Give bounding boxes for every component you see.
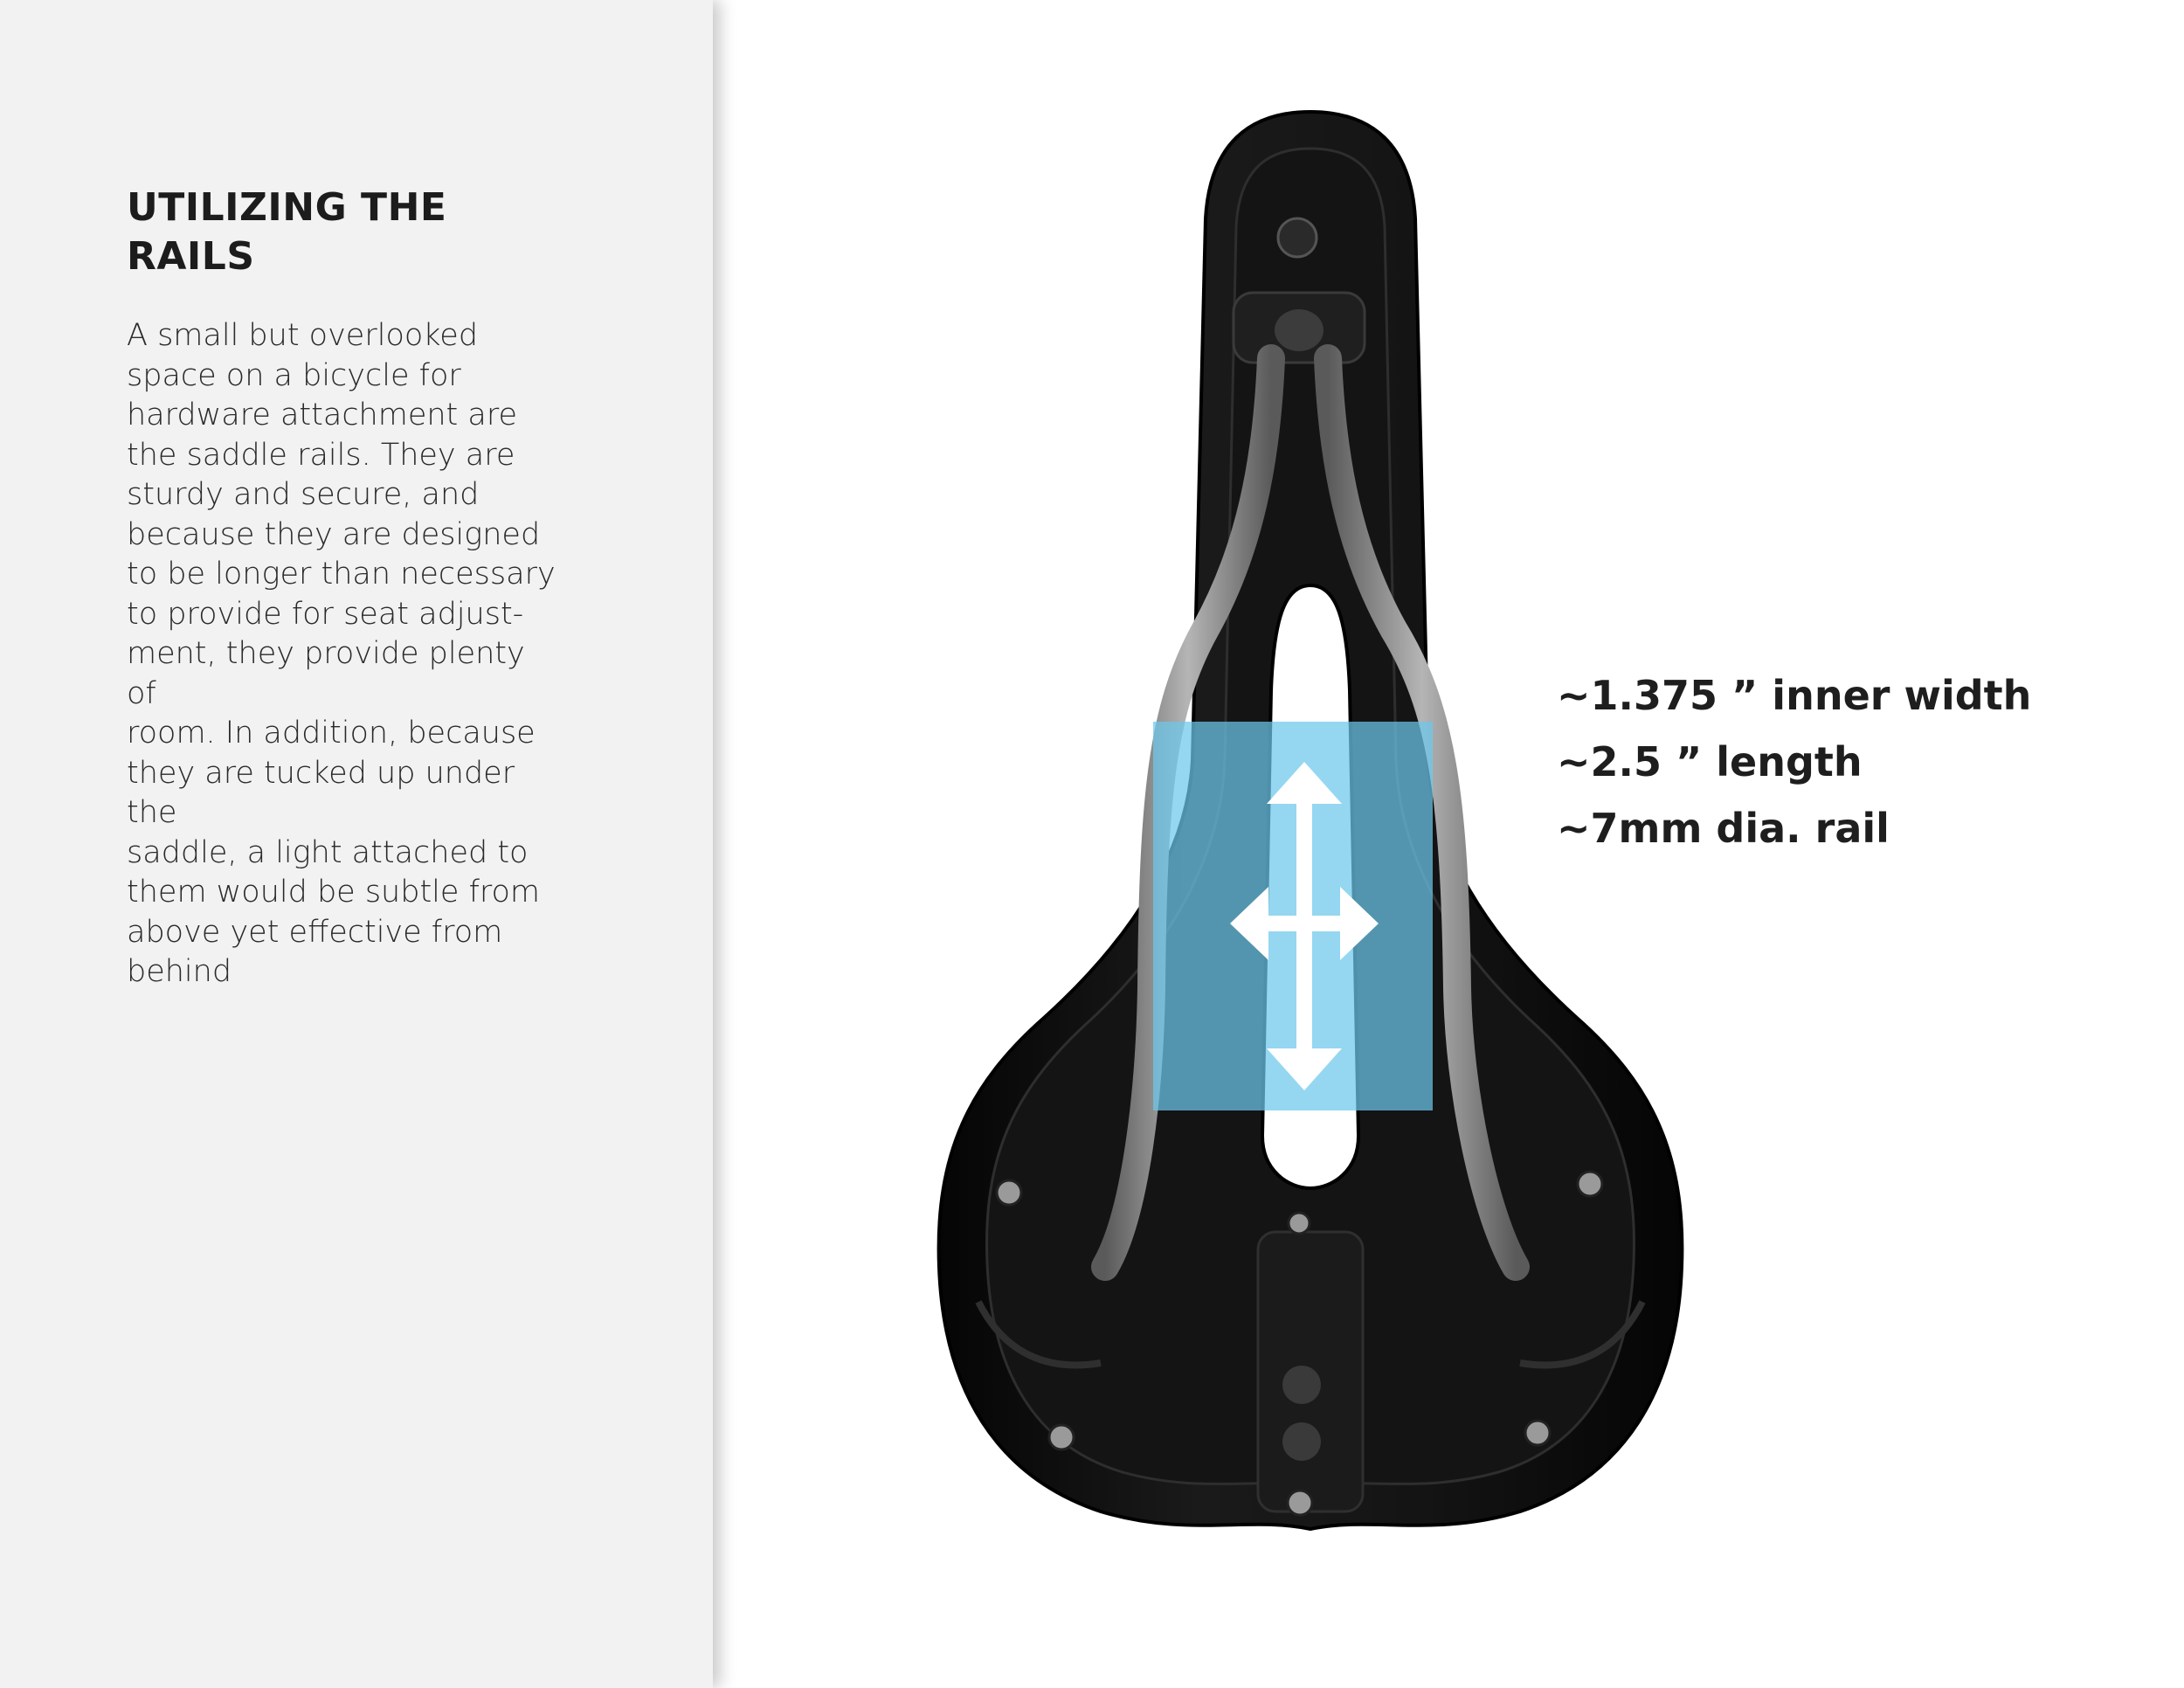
spec-length: ~2.5 ” length: [1557, 738, 1863, 785]
spec-rail-diameter: ~7mm dia. rail: [1557, 805, 1890, 852]
sidebar-panel: [0, 0, 713, 1688]
spec-inner-width: ~1.375 ” inner width: [1557, 672, 2032, 719]
description-paragraph: A small but overlooked space on a bicycle for hardware attachment are the saddle rails. They are sturdy and secure, and because they are designed to be longer than necessary to provide for seat adjust- ment, they provide plenty of room. In addition, because they are tucked up under the saddle, a light attached to them would be subtle from above yet effective from behind: [127, 318, 556, 989]
spec-list: [1557, 662, 2031, 861]
section-title: UTILIZING THE RAILS: [127, 185, 447, 279]
